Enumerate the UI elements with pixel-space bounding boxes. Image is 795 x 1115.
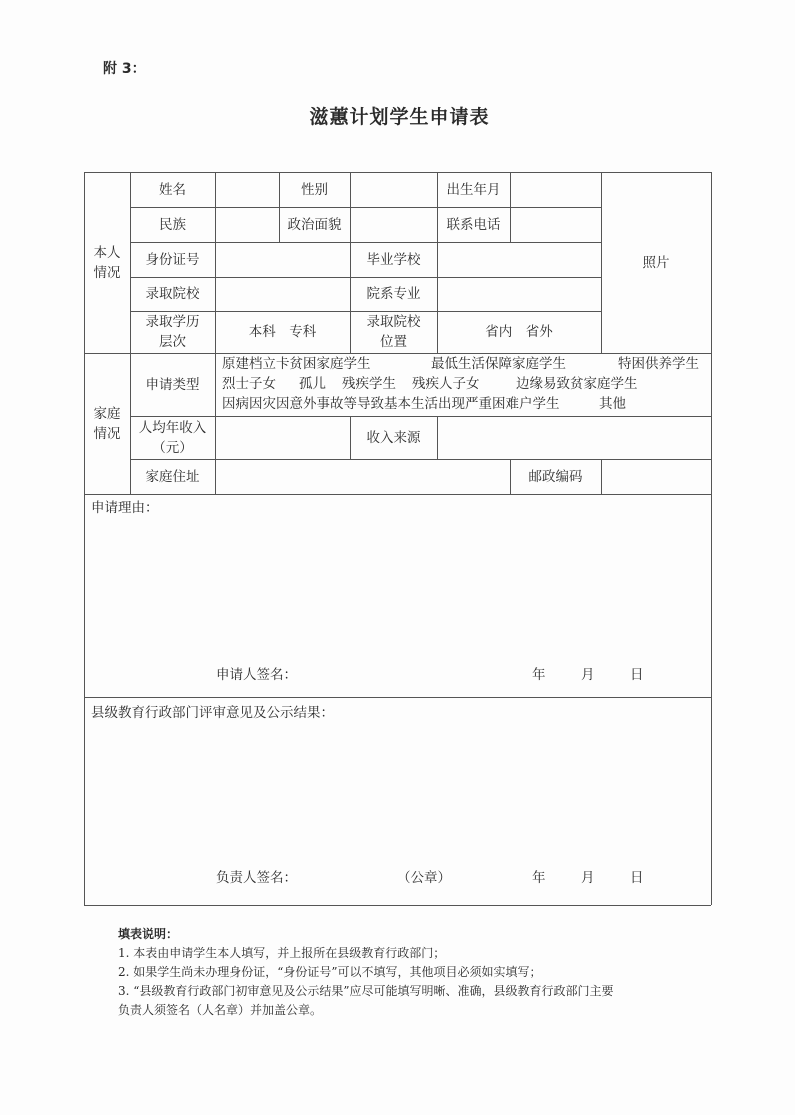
reason-day: 日	[630, 667, 644, 683]
label-line: 录取学历	[145, 314, 200, 330]
annex-label: 附 3：	[103, 61, 146, 77]
grid-line	[84, 494, 711, 495]
graduate-school-field[interactable]	[437, 242, 601, 277]
page-title: 滋蕙计划学生申请表	[309, 106, 490, 128]
political-status-field[interactable]	[350, 207, 437, 242]
table-border-bottom	[84, 905, 711, 906]
application-type-label: 申请类型	[145, 376, 200, 393]
official-seal-label: （公章）	[397, 870, 451, 886]
income-label	[130, 416, 215, 459]
table-border-right	[711, 172, 712, 905]
income-field[interactable]	[215, 416, 350, 459]
review-title: 县级教育行政部门评审意见及公示结果：	[91, 705, 334, 721]
type-row	[222, 374, 710, 394]
label-line: 家庭	[93, 405, 121, 422]
id-number-label: 身份证号	[145, 251, 200, 268]
label-line: 本人	[93, 244, 121, 261]
review-field[interactable]	[86, 722, 709, 862]
reason-year: 年	[532, 667, 546, 683]
reason-title: 申请理由：	[91, 500, 159, 516]
label-line: 录取院校	[366, 314, 421, 330]
instruction-item: 3. “县级教育行政部门初审意见及公示结果”应尽可能填写明晰、准确，县级教育行政部门主要	[118, 984, 614, 998]
type-row	[222, 394, 710, 414]
type-option[interactable]: 特困供养学生	[618, 356, 699, 372]
instruction-item: 2. 如果学生尚未办理身份证，“身份证号”可以不填写，其他项目必须如实填写；	[118, 965, 542, 979]
filling-instructions	[118, 925, 614, 1020]
type-option[interactable]: 其他	[599, 396, 626, 412]
review-day: 日	[630, 870, 644, 886]
address-label: 家庭住址	[145, 468, 200, 485]
review-year: 年	[532, 870, 546, 886]
type-option[interactable]: 边缘易致贫家庭学生	[516, 376, 638, 392]
type-option[interactable]: 最低生活保障家庭学生	[431, 356, 566, 372]
label-line: （元）	[152, 439, 193, 456]
family-section-label	[84, 353, 130, 494]
personal-section-label	[84, 172, 130, 353]
type-option[interactable]: 因病因灾因意外事故等导致基本生活出现严重困难户学生	[222, 396, 560, 412]
gender-label: 性别	[301, 181, 328, 198]
id-number-field[interactable]	[215, 242, 350, 277]
type-option[interactable]: 原建档立卡贫困家庭学生	[222, 356, 371, 372]
address-field[interactable]	[215, 459, 510, 494]
postcode-field[interactable]	[601, 459, 711, 494]
application-type-options	[222, 354, 710, 414]
reviewer-signature-label: 负责人签名：	[216, 870, 297, 886]
grid-line	[84, 697, 711, 698]
major-field[interactable]	[437, 277, 601, 311]
reason-month: 月	[581, 667, 595, 683]
label-line: 情况	[93, 425, 121, 442]
graduate-school-label: 毕业学校	[366, 251, 421, 268]
type-row	[222, 354, 710, 374]
school-location-label	[350, 311, 437, 353]
postcode-label: 邮政编码	[528, 468, 583, 485]
location-options[interactable]: 省内 省外	[485, 324, 553, 340]
instructions-title: 填表说明：	[118, 927, 179, 941]
label-line: 层次	[159, 334, 186, 350]
gender-field[interactable]	[350, 172, 437, 207]
type-option[interactable]: 烈士子女	[222, 376, 276, 392]
label-line: 情况	[93, 264, 121, 281]
political-status-label: 政治面貌	[287, 216, 342, 233]
name-label: 姓名	[159, 181, 186, 198]
degree-options[interactable]: 本科 专科	[248, 324, 317, 340]
type-option[interactable]: 残疾人子女	[412, 376, 480, 392]
birth-field[interactable]	[510, 172, 601, 207]
label-line: 位置	[380, 334, 407, 350]
phone-label: 联系电话	[446, 216, 501, 233]
income-source-field[interactable]	[437, 416, 711, 459]
birth-label: 出生年月	[446, 181, 501, 198]
phone-field[interactable]	[510, 207, 601, 242]
type-option[interactable]: 残疾学生	[342, 376, 396, 392]
ethnicity-label: 民族	[159, 216, 186, 233]
label-line: 人均年收入	[138, 419, 207, 436]
reason-field[interactable]	[86, 516, 709, 656]
admitted-school-field[interactable]	[215, 277, 350, 311]
applicant-signature-label: 申请人签名：	[216, 667, 297, 683]
name-field[interactable]	[215, 172, 279, 207]
major-label: 院系专业	[366, 286, 421, 302]
admitted-school-label: 录取院校	[145, 286, 200, 302]
photo-box[interactable]: 照片	[642, 254, 670, 271]
review-month: 月	[581, 870, 595, 886]
instruction-item: 负责人须签名（人名章）并加盖公章。	[118, 1003, 323, 1017]
type-option[interactable]: 孤儿	[299, 376, 326, 392]
ethnicity-field[interactable]	[215, 207, 279, 242]
instruction-item: 1. 本表由申请学生本人填写，并上报所在县级教育行政部门；	[118, 946, 446, 960]
degree-level-label	[130, 311, 215, 353]
income-source-label: 收入来源	[366, 429, 421, 446]
